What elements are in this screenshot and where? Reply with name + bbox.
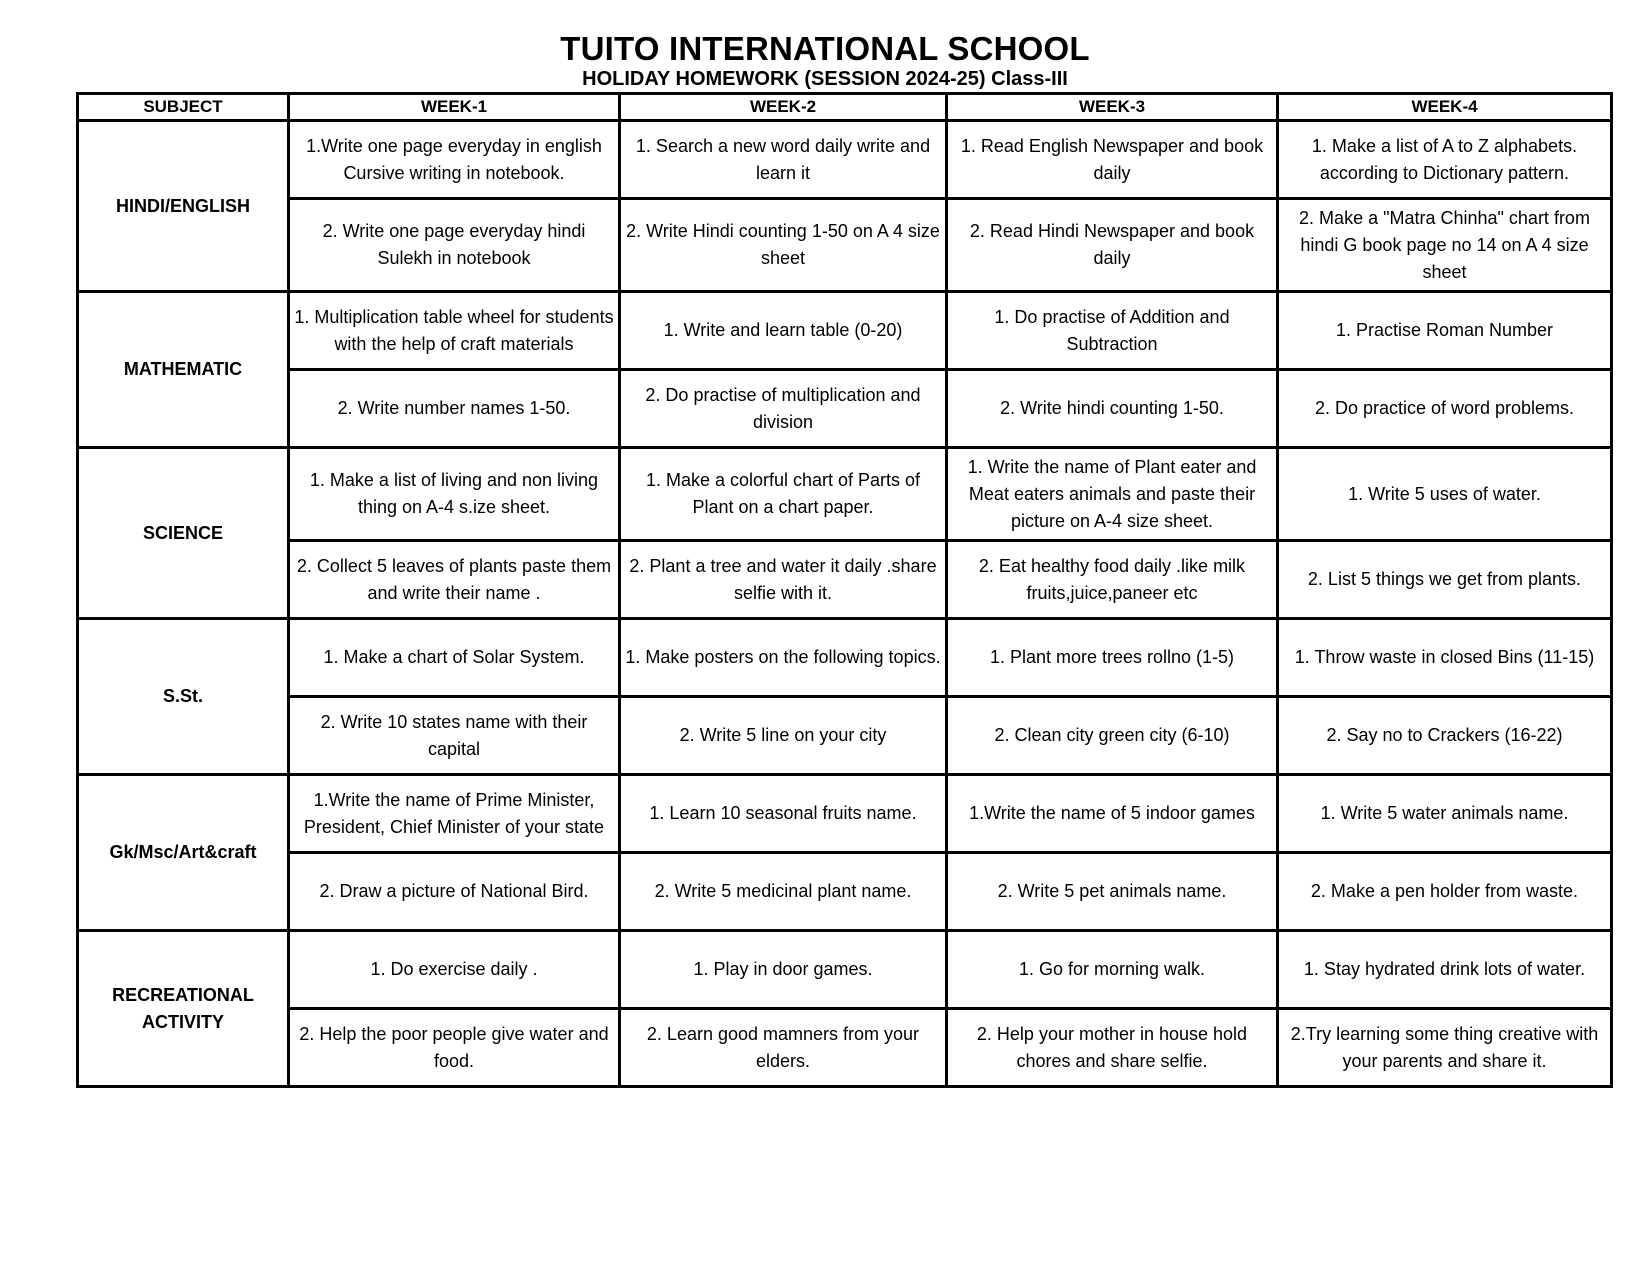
task-cell: 2. Write one page everyday hindi Sulekh in notebook [289,199,620,292]
homework-table [76,92,1613,1088]
task-cell: 1. Make a list of A to Z alphabets. according to Dictionary pattern. [1278,121,1612,199]
task-cell: 1. Make posters on the following topics. [620,619,947,697]
task-cell: 2. Write 5 medicinal plant name. [620,853,947,931]
task-cell: 2. Write hindi counting 1-50. [947,370,1278,448]
table-row [78,292,1612,370]
task-cell: 1. Read English Newspaper and book daily [947,121,1278,199]
header-row [78,94,1612,121]
table-row [78,853,1612,931]
task-cell: 1. Play in door games. [620,931,947,1009]
task-cell: 2. Do practise of multiplication and division [620,370,947,448]
task-cell: 1. Stay hydrated drink lots of water. [1278,931,1612,1009]
task-cell: 2. Write 5 line on your city [620,697,947,775]
subject-cell: RECREATIONAL ACTIVITY [78,931,289,1087]
homework-subtitle: HOLIDAY HOMEWORK (SESSION 2024-25) Class-III [582,68,1068,90]
task-cell: 2. Write number names 1-50. [289,370,620,448]
table-row [78,448,1612,541]
table-row [78,619,1612,697]
subject-cell: SCIENCE [78,448,289,619]
task-cell: 2. Eat healthy food daily .like milk fruits,juice,paneer etc [947,541,1278,619]
task-cell: 1. Plant more trees rollno (1-5) [947,619,1278,697]
table-row [78,775,1612,853]
table-row [78,697,1612,775]
task-cell: 1. Learn 10 seasonal fruits name. [620,775,947,853]
task-cell: 2. List 5 things we get from plants. [1278,541,1612,619]
column-header-week-2: WEEK-2 [620,94,947,121]
school-title: TUITO INTERNATIONAL SCHOOL [560,30,1090,67]
subject-cell: HINDI/ENGLISH [78,121,289,292]
task-cell: 2. Learn good mamners from your elders. [620,1009,947,1087]
column-header-subject: SUBJECT [78,94,289,121]
task-cell: 2. Write 5 pet animals name. [947,853,1278,931]
task-cell: 2. Write Hindi counting 1-50 on A 4 size sheet [620,199,947,292]
task-cell: 1. Search a new word daily write and learn it [620,121,947,199]
task-cell: 1. Do practise of Addition and Subtraction [947,292,1278,370]
table-row [78,931,1612,1009]
task-cell: 1. Make a list of living and non living thing on A-4 s.ize sheet. [289,448,620,541]
subject-cell: MATHEMATIC [78,292,289,448]
task-cell: 2. Help the poor people give water and food. [289,1009,620,1087]
table-row [78,199,1612,292]
task-cell: 2. Help your mother in house hold chores and share selfie. [947,1009,1278,1087]
task-cell: 2. Do practice of word problems. [1278,370,1612,448]
task-cell: 1. Write and learn table (0-20) [620,292,947,370]
subject-cell: S.St. [78,619,289,775]
task-cell: 1.Write one page everyday in english Cursive writing in notebook. [289,121,620,199]
task-cell: 1. Multiplication table wheel for students with the help of craft materials [289,292,620,370]
task-cell: 2. Collect 5 leaves of plants paste them and write their name . [289,541,620,619]
task-cell: 1. Write 5 uses of water. [1278,448,1612,541]
column-header-week-4: WEEK-4 [1278,94,1612,121]
column-header-week-3: WEEK-3 [947,94,1278,121]
task-cell: 1. Make a colorful chart of Parts of Plant on a chart paper. [620,448,947,541]
task-cell: 1.Write the name of Prime Minister, President, Chief Minister of your state [289,775,620,853]
task-cell: 1. Make a chart of Solar System. [289,619,620,697]
task-cell: 2. Make a pen holder from waste. [1278,853,1612,931]
task-cell: 2. Clean city green city (6-10) [947,697,1278,775]
task-cell: 1. Write the name of Plant eater and Meat eaters animals and paste their picture on A-4 size sheet. [947,448,1278,541]
task-cell: 2. Write 10 states name with their capital [289,697,620,775]
task-cell: 1. Write 5 water animals name. [1278,775,1612,853]
task-cell: 1.Write the name of 5 indoor games [947,775,1278,853]
task-cell: 1. Practise Roman Number [1278,292,1612,370]
task-cell: 2. Draw a picture of National Bird. [289,853,620,931]
table-row [78,1009,1612,1087]
task-cell: 1. Throw waste in closed Bins (11-15) [1278,619,1612,697]
task-cell: 2. Make a "Matra Chinha" chart from hindi G book page no 14 on A 4 size sheet [1278,199,1612,292]
subject-cell: Gk/Msc/Art&craft [78,775,289,931]
task-cell: 2. Plant a tree and water it daily .share selfie with it. [620,541,947,619]
table-row [78,121,1612,199]
task-cell: 1. Go for morning walk. [947,931,1278,1009]
task-cell: 2.Try learning some thing creative with your parents and share it. [1278,1009,1612,1087]
column-header-week-1: WEEK-1 [289,94,620,121]
task-cell: 2. Read Hindi Newspaper and book daily [947,199,1278,292]
task-cell: 1. Do exercise daily . [289,931,620,1009]
task-cell: 2. Say no to Crackers (16-22) [1278,697,1612,775]
table-row [78,370,1612,448]
table-row [78,541,1612,619]
